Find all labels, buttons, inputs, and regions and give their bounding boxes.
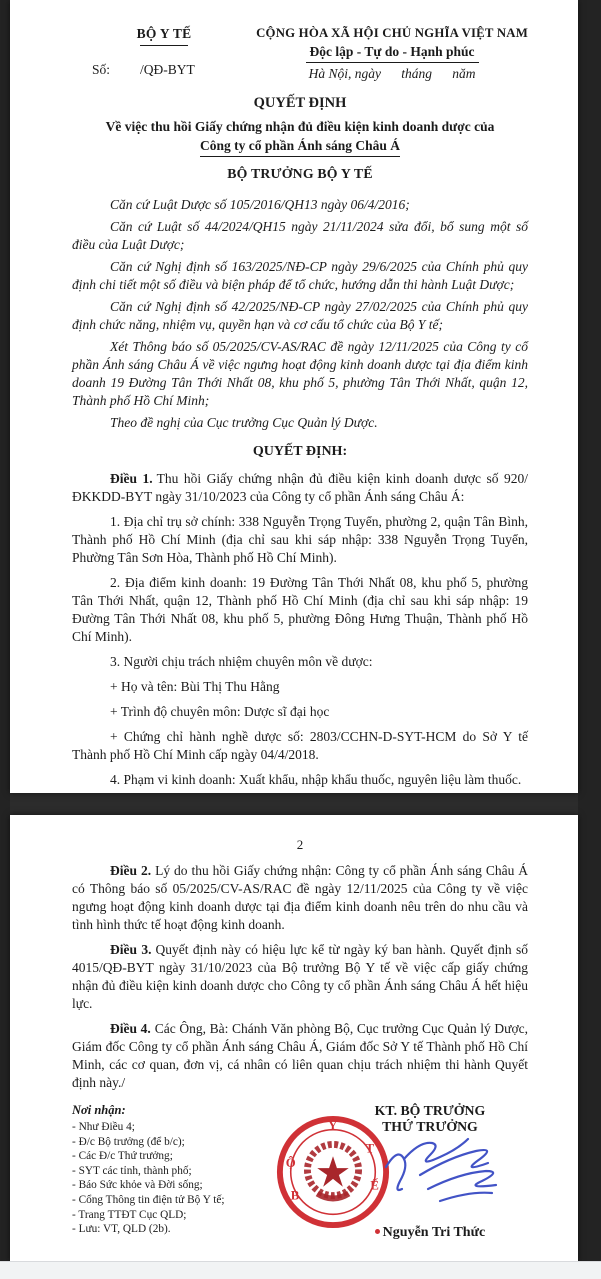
article-1-label: Điều 1. [110,471,153,486]
article-1-item: 3. Người chịu trách nhiệm chuyên môn về dược: [110,654,373,669]
recipient-line: - Trang TTĐT Cục QLD; [72,1208,187,1221]
article-3-label: Điều 3. [110,942,152,957]
recipient-line: - Lưu: VT, QLD (2b). [72,1223,171,1236]
viewer-left-margin [0,0,10,1279]
viewer-right-margin [578,0,601,1279]
article-1-item: 4. Phạm vi kinh doanh: Xuất khẩu, nhập khẩu thuốc, nguyên liệu làm thuốc. [110,772,522,787]
article-1-item: + Chứng chỉ hành nghề dược số: 2803/CCHN-D-SYT-HCM do Sở Y tế Thành phố Hồ Chí Minh cấp ngày 04/4/2018. [72,729,528,762]
signer-name: Nguyễn Tri Thức [382,1225,486,1240]
document-title-block [72,95,528,182]
article-1-items [72,513,528,789]
number-label: Số: [92,62,111,77]
decision-subject-line1: Về việc thu hồi Giấy chứng nhận đủ điều kiện kinh doanh dược của [105,119,495,134]
article-1-item: 1. Địa chỉ trụ sở chính: 338 Nguyễn Trọng Tuyển, phường 2, quận Tân Bình, Thành phố Hồ Chí Minh (địa chỉ sau khi sáp nhập: 338 Nguyễn Trọng Tuyển, Phường Tân Sơn Hòa, Thành phố Hồ Chí Minh). [72,514,528,565]
seal-letter: Ộ [285,1156,296,1171]
horizontal-scrollbar[interactable] [0,1261,601,1279]
signature-block [285,1103,528,1241]
official-seal-icon [274,1113,392,1231]
document-page-2 [10,815,578,1262]
recipient-line: - SYT các tỉnh, thành phố; [72,1164,192,1177]
article-2-label: Điều 2. [110,863,152,878]
national-title: CỘNG HÒA XÃ HỘI CHỦ NGHĨA VIỆT NAM [256,26,528,40]
document-footer [72,1103,528,1241]
article-3-text: Quyết định này có hiệu lực kể từ ngày ký ban hành. Quyết định số 4015/QĐ-BYT ngày 31/10/2023 của Bộ trưởng Bộ Y tế về việc cấp giấy chứng nhận đủ điều kiện kinh doanh dược cho Công ty cổ phần Ánh sáng Châu Á hết hiệu lực. [72,942,529,1011]
article-1-item: + Trình độ chuyên môn: Dược sĩ đại học [110,704,330,719]
signature-title-line1: KT. BỘ TRƯỞNG [374,1103,486,1118]
article-4-paragraph [72,1020,528,1092]
seal-letter: B [290,1188,300,1203]
article-3-paragraph [72,941,528,1013]
recital-paragraph: Xét Thông báo số 05/2025/CV-AS/RAC đề ngày 12/11/2025 của Công ty cổ phần Ánh sáng Châu Á về việc ngưng hoạt động kinh doanh dược tại địa điểm kinh doanh 19 Đường Tân Thới Nhất 08, khu phố 5, phường Tân Thới Nhất, quận 12, Thành phố Hồ Chí Minh; [72,339,528,408]
article-1-item: + Họ và tên: Bùi Thị Thu Hằng [110,679,280,694]
recital-paragraph: Theo đề nghị của Cục trưởng Cục Quản lý Dược. [110,415,378,430]
recipient-line: - Đ/c Bộ trưởng (để b/c); [72,1135,185,1148]
page-number: 2 [296,837,304,852]
seal-letter: Ế [370,1178,379,1193]
recitals-list [72,196,528,432]
issuing-agency-block [72,26,256,78]
recipient-line: - Như Điều 4; [72,1121,135,1133]
article-1-paragraph [72,470,528,506]
seal-letter: T [365,1141,374,1156]
recital-paragraph: Căn cứ Luật số 44/2024/QH15 ngày 21/11/2024 sửa đổi, bổ sung một số điều của Luật Dược; [72,219,528,252]
national-motto: Độc lập - Tự do - Hạnh phúc [306,43,479,63]
article-1-item: 2. Địa điểm kinh doanh: 19 Đường Tân Thới Nhất 08, khu phố 5, phường Tân Thới Nhất, quận 12, Thành phố Hồ Chí Minh (địa chỉ sau khi sáp nhập: 19 Đường Tân Thới Nhất 08, khu phố 5, phường Đông Hưng Thuận, Thành phố Hồ Chí Minh). [72,575,528,644]
seal-edge-dot [375,1229,380,1234]
signer-name-row [332,1225,528,1241]
recital-paragraph: Căn cứ Nghị định số 163/2025/NĐ-CP ngày 29/6/2025 của Chính phủ quy định chi tiết một số điều và biện pháp để tổ chức, hướng dẫn thi hành Luật Dược; [72,259,528,292]
number-value: /QĐ-BYT [140,62,195,77]
national-motto-block [256,26,528,82]
document-number-line [72,62,256,78]
recipient-line: - Các Đ/c Thứ trưởng; [72,1150,173,1163]
article-2-paragraph [72,862,528,934]
recital-paragraph: Căn cứ Nghị định số 42/2025/NĐ-CP ngày 27/02/2025 của Chính phủ quy định chức năng, nhiệm vụ, quyền hạn và cơ cấu tổ chức của Bộ Y tế; [72,299,528,332]
recipient-line: - Cổng Thông tin điện tử Bộ Y tế; [72,1193,225,1206]
recipients-label: Nơi nhận: [72,1103,126,1117]
decision-subject-company: Công ty cổ phần Ánh sáng Châu Á [200,138,400,157]
issuing-authority: BỘ TRƯỞNG BỘ Y TẾ [227,166,373,181]
decision-title: QUYẾT ĐỊNH [253,95,347,111]
article-4-text: Các Ông, Bà: Chánh Văn phòng Bộ, Cục trưởng Cục Quản lý Dược, Giám đốc Công ty cổ phần Ánh sáng Châu Á, Giám đốc Sở Y tế Thành phố Hồ Chí Minh, các cơ quan, đơn vị, cá nhân có liên quan chịu trách nhiệm thi hành Quyết định này./ [72,1021,528,1090]
document-page-1 [10,0,578,793]
article-1-text: Thu hồi Giấy chứng nhận đủ điều kiện kinh doanh dược số 920/ĐKKDD-BYT ngày 31/10/2023 của Công ty cổ phần Ánh sáng Châu Á: [72,471,528,504]
seal-star [317,1156,348,1186]
place-date-line: Hà Nội, ngày tháng năm [308,66,476,81]
decision-heading: QUYẾT ĐỊNH: [252,444,348,459]
recipient-line: - Báo Sức khỏe và Đời sống; [72,1179,203,1192]
ministry-underline [140,45,188,46]
handwritten-signature [380,1129,510,1219]
seal-letter: Y [327,1118,338,1133]
recital-paragraph: Căn cứ Luật Dược số 105/2016/QH13 ngày 06/4/2016; [110,197,410,212]
ministry-name: BỘ Y TẾ [136,26,192,41]
signature-title-line2: THỨ TRƯỞNG [382,1119,478,1134]
article-4-label: Điều 4. [110,1021,151,1036]
document-header [72,26,528,82]
article-2-text: Lý do thu hồi Giấy chứng nhận: Công ty cổ phần Ánh sáng Châu Á có Thông báo số 05/2025/CV-AS/RAC đề ngày 12/11/2025 của Công ty về việc ngưng hoạt động kinh doanh dược tại địa điểm kinh doanh nêu trên do nhu cầu và tình hình thức tế hoạt động kinh doanh. [72,863,529,932]
